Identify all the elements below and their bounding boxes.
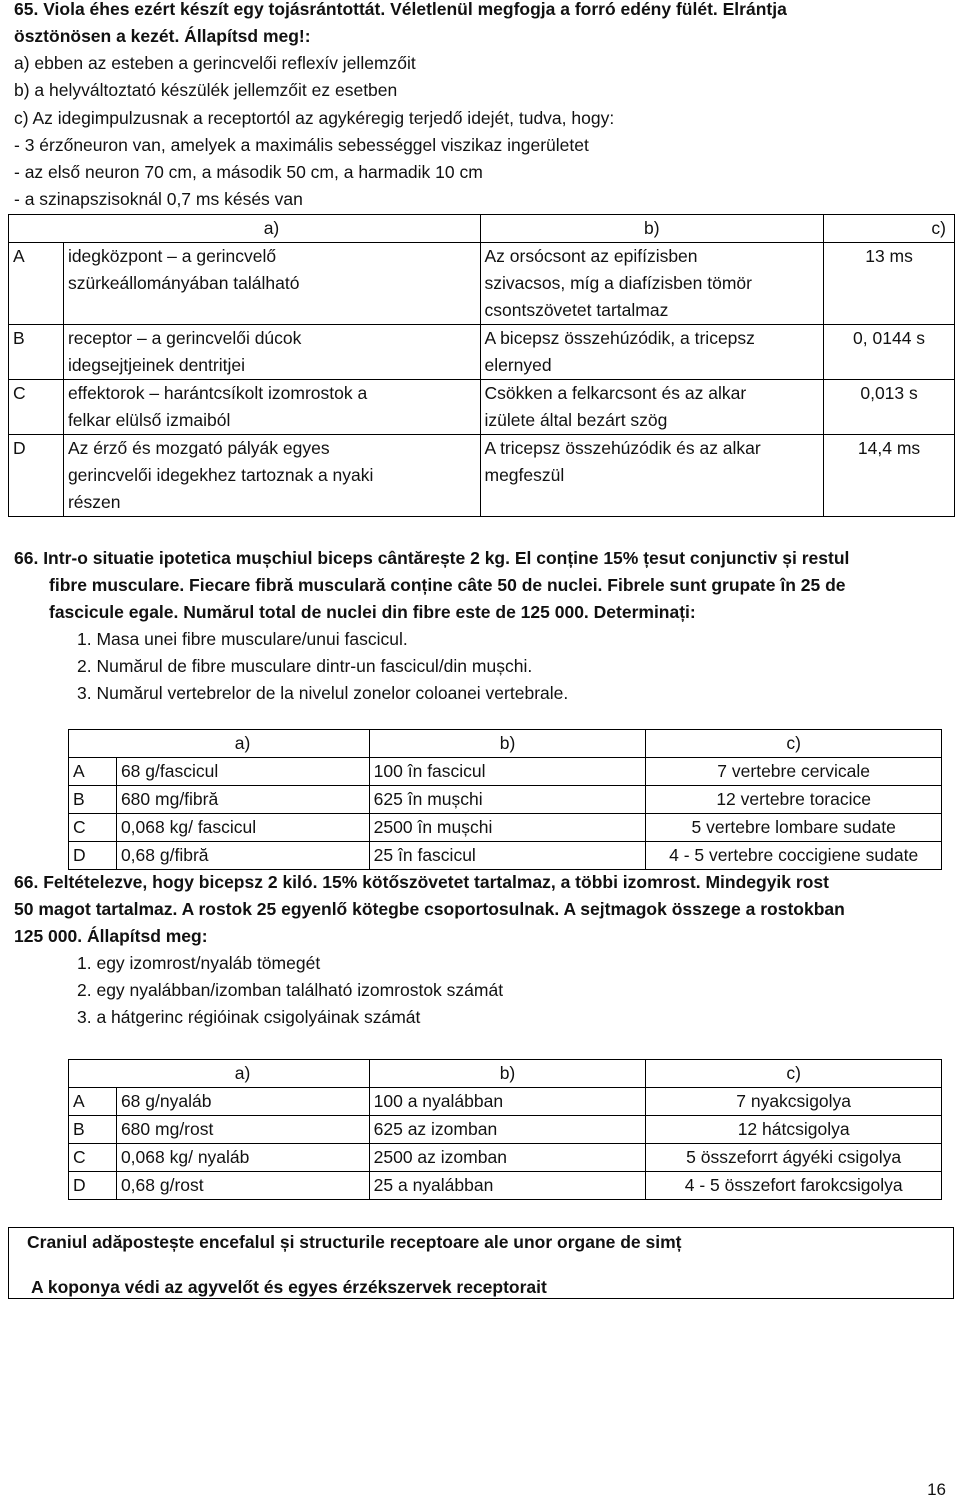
table-row	[69, 1172, 942, 1200]
table-header-row	[69, 730, 942, 758]
q66ro-answer-table	[68, 729, 942, 870]
cell-b: Az orsócsont az epifízisben szivacsos, míg a diafízisben tömör csontszövetet tartalmaz	[480, 243, 824, 325]
q66hu-item-1: 1. egy izomrost/nyaláb tömegét	[77, 953, 321, 973]
cell-a: 68 g/fascicul	[116, 758, 369, 786]
q66hu-title-line-2: 50 magot tartalmaz. A rostok 25 egyenlő kötegbe csoportosulnak. A sejtmagok összege a rostokban	[14, 899, 845, 919]
statement-ro: Craniul adăpostește encefalul și structurile receptoare ale unor organe de simț	[27, 1232, 682, 1252]
cell-c: 7 vertebre cervicale	[646, 758, 942, 786]
table-row	[69, 842, 942, 870]
cell-c: 13 ms	[824, 243, 955, 325]
row-letter: C	[69, 1144, 117, 1172]
header-c: c)	[646, 1060, 942, 1088]
row-letter: C	[9, 380, 64, 435]
cell-c: 5 vertebre lombare sudate	[646, 814, 942, 842]
cell-a: 0,68 g/rost	[116, 1172, 369, 1200]
cell-c: 0,013 s	[824, 380, 955, 435]
q65-condition-2: - az első neuron 70 cm, a második 50 cm, a harmadik 10 cm	[14, 162, 483, 182]
cell-b: 2500 az izomban	[369, 1144, 646, 1172]
cell-c: 4 - 5 összefort farokcsigolya	[646, 1172, 942, 1200]
q66hu-item-2: 2. egy nyalábban/izomban található izomrostok számát	[77, 980, 504, 1000]
row-letter: A	[69, 758, 117, 786]
q66ro-title-line-1: 66. Intr-o situatie ipotetica mușchiul biceps cântărește 2 kg. El conține 15% țesut conjunctiv și restul	[14, 548, 850, 568]
table-header-row	[69, 1060, 942, 1088]
cell-c: 5 összeforrt ágyéki csigolya	[646, 1144, 942, 1172]
cell-a: 0,068 kg/ nyaláb	[116, 1144, 369, 1172]
cell-b: 625 în mușchi	[369, 786, 646, 814]
table-row	[69, 1144, 942, 1172]
row-letter: B	[69, 786, 117, 814]
table-row	[69, 758, 942, 786]
cell-b: Csökken a felkarcsont és az alkar izülete által bezárt szög	[480, 380, 824, 435]
cell-a: effektorok – harántcsíkolt izomrostok a felkar elülső izmaiból	[63, 380, 480, 435]
q66hu-item-3: 3. a hátgerinc régióinak csigolyáinak számát	[77, 1007, 421, 1027]
q66hu-title-line-3: 125 000. Állapítsd meg:	[14, 926, 208, 946]
q65-condition-3: - a szinapszisoknál 0,7 ms késés van	[14, 189, 303, 209]
page-number: 16	[927, 1480, 946, 1499]
q66ro-title-line-3: fascicule egale. Numărul total de nuclei din fibre este de 125 000. Determinați:	[49, 602, 696, 622]
cell-a: 68 g/nyaláb	[116, 1088, 369, 1116]
statement-hu: A koponya védi az agyvelőt és egyes érzékszervek receptorait	[31, 1277, 547, 1297]
cell-a: 0,68 g/fibră	[116, 842, 369, 870]
header-a: a)	[116, 1060, 369, 1088]
q66ro-item-2: 2. Numărul de fibre musculare dintr-un fascicul/din mușchi.	[77, 656, 533, 676]
cell-c: 7 nyakcsigolya	[646, 1088, 942, 1116]
table-header-row	[9, 215, 955, 243]
cell-b: 25 în fascicul	[369, 842, 646, 870]
cell-b: 625 az izomban	[369, 1116, 646, 1144]
cell-b: 100 a nyalábban	[369, 1088, 646, 1116]
header-a: a)	[63, 215, 480, 243]
header-b: b)	[480, 215, 824, 243]
table-row	[69, 1088, 942, 1116]
cell-b: A tricepsz összehúzódik és az alkar megfeszül	[480, 435, 824, 517]
row-letter: B	[9, 325, 64, 380]
header-b: b)	[369, 730, 646, 758]
cell-c: 12 vertebre toracice	[646, 786, 942, 814]
cell-b: 100 în fascicul	[369, 758, 646, 786]
row-letter: D	[9, 435, 64, 517]
cell-a: Az érző és mozgató pályák egyes gerincvelői idegekhez tartoznak a nyaki részen	[63, 435, 480, 517]
header-a: a)	[116, 730, 369, 758]
row-letter: D	[69, 1172, 117, 1200]
cell-a: 680 mg/rost	[116, 1116, 369, 1144]
q65-title-line-2: ösztönösen a kezét. Állapítsd meg!:	[14, 26, 311, 46]
q66ro-item-3: 3. Numărul vertebrelor de la nivelul zonelor coloanei vertebrale.	[77, 683, 569, 703]
table-row	[69, 1116, 942, 1144]
cell-b: A bicepsz összehúzódik, a tricepsz elernyed	[480, 325, 824, 380]
table-row	[9, 435, 955, 517]
q66hu-title-line-1: 66. Feltételezve, hogy bicepsz 2 kiló. 15% kötőszövetet tartalmaz, a többi izomrost. Mindegyik rost	[14, 872, 829, 892]
row-letter: D	[69, 842, 117, 870]
row-letter: A	[69, 1088, 117, 1116]
cell-a: 0,068 kg/ fascicul	[116, 814, 369, 842]
q66ro-title-line-2: fibre musculare. Fiecare fibră musculară conține câte 50 de nuclei. Fibrele sunt grupate în 25 de	[49, 575, 846, 595]
cell-c: 14,4 ms	[824, 435, 955, 517]
row-letter: B	[69, 1116, 117, 1144]
cell-b: 25 a nyalábban	[369, 1172, 646, 1200]
table-row	[9, 380, 955, 435]
table-row	[69, 786, 942, 814]
header-c: c)	[646, 730, 942, 758]
q66ro-item-1: 1. Masa unei fibre musculare/unui fascicul.	[77, 629, 408, 649]
q65-line-c: c) Az idegimpulzusnak a receptortól az agykéregig terjedő idejét, tudva, hogy:	[14, 108, 615, 128]
cell-a: receptor – a gerincvelői dúcok idegsejtjeinek dentritjei	[63, 325, 480, 380]
q65-title-line-1: 65. Viola éhes ezért készít egy tojásrántottát. Véletlenül megfogja a forró edény fülét. Elrántja	[14, 0, 787, 19]
row-letter: A	[9, 243, 64, 325]
q65-condition-1: - 3 érzőneuron van, amelyek a maximális sebességgel viszikaz ingerületet	[14, 135, 589, 155]
q65-line-a: a) ebben az esteben a gerincvelői reflexív jellemzőit	[14, 53, 416, 73]
table-row	[9, 243, 955, 325]
q65-answer-table	[8, 214, 955, 517]
cell-c: 4 - 5 vertebre coccigiene sudate	[646, 842, 942, 870]
q66hu-answer-table	[68, 1059, 942, 1200]
header-c: c)	[824, 215, 955, 243]
cell-a: 680 mg/fibră	[116, 786, 369, 814]
table-row	[69, 814, 942, 842]
row-letter: C	[69, 814, 117, 842]
cell-c: 0, 0144 s	[824, 325, 955, 380]
header-b: b)	[369, 1060, 646, 1088]
cell-b: 2500 în mușchi	[369, 814, 646, 842]
table-row	[9, 325, 955, 380]
q65-line-b: b) a helyváltoztató készülék jellemzőit ez esetben	[14, 80, 398, 100]
cell-c: 12 hátcsigolya	[646, 1116, 942, 1144]
cell-a: idegközpont – a gerincvelő szürkeállományában található	[63, 243, 480, 325]
